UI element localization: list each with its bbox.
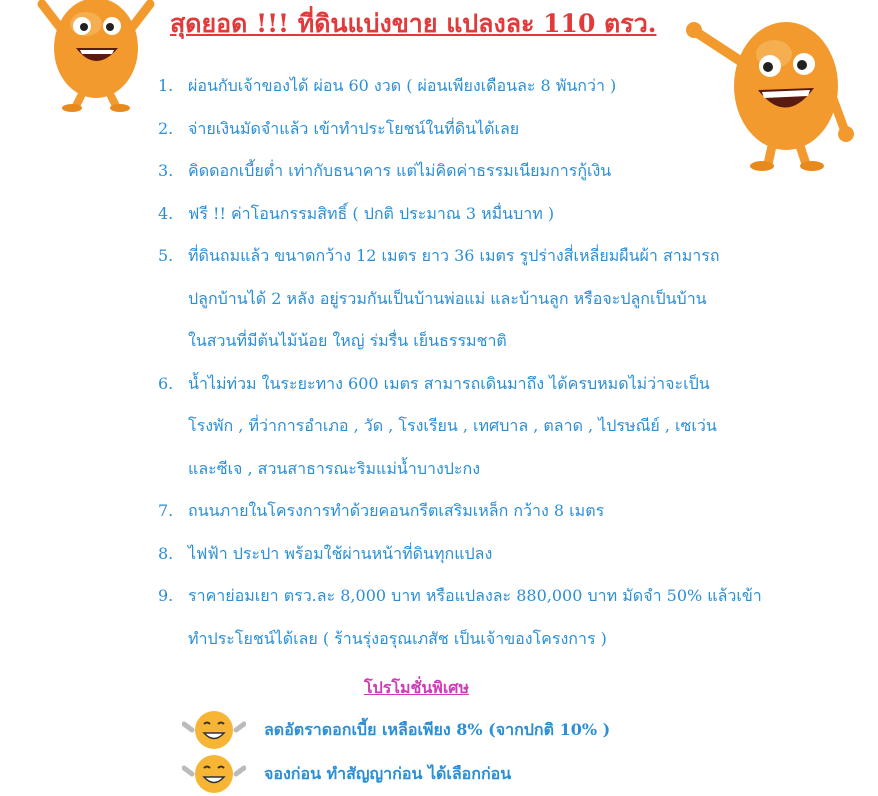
list-item-line: และซีเจ , สวนสาธารณะริมแม่น้ำบางปะกง bbox=[188, 458, 481, 478]
list-item-number: 6. bbox=[158, 373, 174, 393]
list-item-line: จ่ายเงินมัดจำแล้ว เข้าทำประโยชน์ในที่ดินได้เลย bbox=[188, 118, 520, 138]
list-item-line: ปลูกบ้านได้ 2 หลัง อยู่รวมกันเป็นบ้านพ่อแม่ และบ้านลูก หรือจะปลูกเป็นบ้าน bbox=[188, 288, 707, 308]
mascot-left-illustration bbox=[32, 0, 160, 112]
list-item-text bbox=[188, 540, 858, 583]
list-item-text bbox=[188, 115, 858, 158]
list-item-line: ราคาย่อมเยา ตรว.ละ 8,000 บาท หรือแปลงละ 880,000 บาท มัดจำ 50% แล้วเข้า bbox=[188, 586, 762, 605]
list-item-line: ผ่อนกับเจ้าของได้ ผ่อน 60 งวด ( ผ่อนเพียงเดือนละ 8 พันกว่า ) bbox=[188, 76, 617, 95]
list-item bbox=[158, 582, 858, 667]
list-item-text bbox=[188, 72, 858, 115]
feature-list bbox=[158, 72, 858, 667]
page-title: สุดยอด !!! ที่ดินแบ่งขาย แปลงละ 110 ตรว. bbox=[170, 9, 657, 38]
list-item-text bbox=[188, 242, 858, 370]
list-item bbox=[158, 497, 858, 540]
list-item bbox=[158, 242, 858, 370]
list-item-line: ไฟฟ้า ประปา พร้อมใช้ผ่านหน้าที่ดินทุกแปลง bbox=[188, 543, 493, 563]
smiley-icon bbox=[182, 752, 246, 796]
list-item-line: ฟรี !! ค่าโอนกรรมสิทธิ์ ( ปกติ ประมาณ 3 หมื่นบาท ) bbox=[188, 203, 555, 223]
promo-text: ลดอัตราดอกเบี้ย เหลือเพียง 8% (จากปกติ 10% ) bbox=[264, 719, 611, 739]
list-item bbox=[158, 157, 858, 200]
promo-title: โปรโมชั่นพิเศษ bbox=[364, 678, 469, 697]
list-item bbox=[158, 540, 858, 583]
list-item-number: 5. bbox=[158, 246, 174, 265]
list-item-line: น้ำไม่ท่วม ในระยะทาง 600 เมตร สามารถเดินมาถึง ได้ครบหมดไม่ว่าจะเป็น bbox=[188, 373, 710, 393]
list-item bbox=[158, 370, 858, 498]
promo-item bbox=[182, 752, 511, 796]
list-item-line: ในสวนที่มีต้นไม้น้อย ใหญ่ ร่มรื่น เย็นธรรมชาติ bbox=[188, 331, 507, 350]
list-item bbox=[158, 115, 858, 158]
list-item-text bbox=[188, 370, 858, 498]
list-item-text bbox=[188, 582, 858, 667]
promo-text: จองก่อน ทำสัญญาก่อน ได้เลือกก่อน bbox=[264, 763, 512, 783]
list-item-line: ถนนภายในโครงการทำด้วยคอนกรีตเสริมเหล็ก กว้าง 8 เมตร bbox=[188, 501, 605, 520]
smiley-icon bbox=[182, 708, 246, 752]
promo-item bbox=[182, 708, 610, 752]
list-item-line: ที่ดินถมแล้ว ขนาดกว้าง 12 เมตร ยาว 36 เมตร รูปร่างสี่เหลี่ยมผืนผ้า สามารถ bbox=[188, 246, 720, 265]
list-item-line: ทำประโยชน์ได้เลย ( ร้านรุ่งอรุณเภสัช เป็นเจ้าของโครงการ ) bbox=[188, 628, 607, 648]
list-item-number: 4. bbox=[158, 203, 174, 223]
list-item-number: 1. bbox=[158, 76, 174, 95]
list-item bbox=[158, 72, 858, 115]
list-item-text bbox=[188, 497, 858, 540]
list-item-text bbox=[188, 200, 858, 243]
list-item-number: 9. bbox=[158, 586, 174, 605]
list-item-line: โรงพัก , ที่ว่าการอำเภอ , วัด , โรงเรียน , เทศบาล , ตลาด , ไปรษณีย์ , เซเว่น bbox=[188, 416, 717, 435]
list-item bbox=[158, 200, 858, 243]
list-item-number: 8. bbox=[158, 543, 174, 563]
list-item-number: 2. bbox=[158, 118, 174, 138]
list-item-number: 3. bbox=[158, 161, 174, 180]
list-item-line: คิดดอกเบี้ยต่ำ เท่ากับธนาคาร แต่ไม่คิดค่าธรรมเนียมการกู้เงิน bbox=[188, 161, 612, 180]
list-item-number: 7. bbox=[158, 501, 174, 520]
list-item-text bbox=[188, 157, 858, 200]
